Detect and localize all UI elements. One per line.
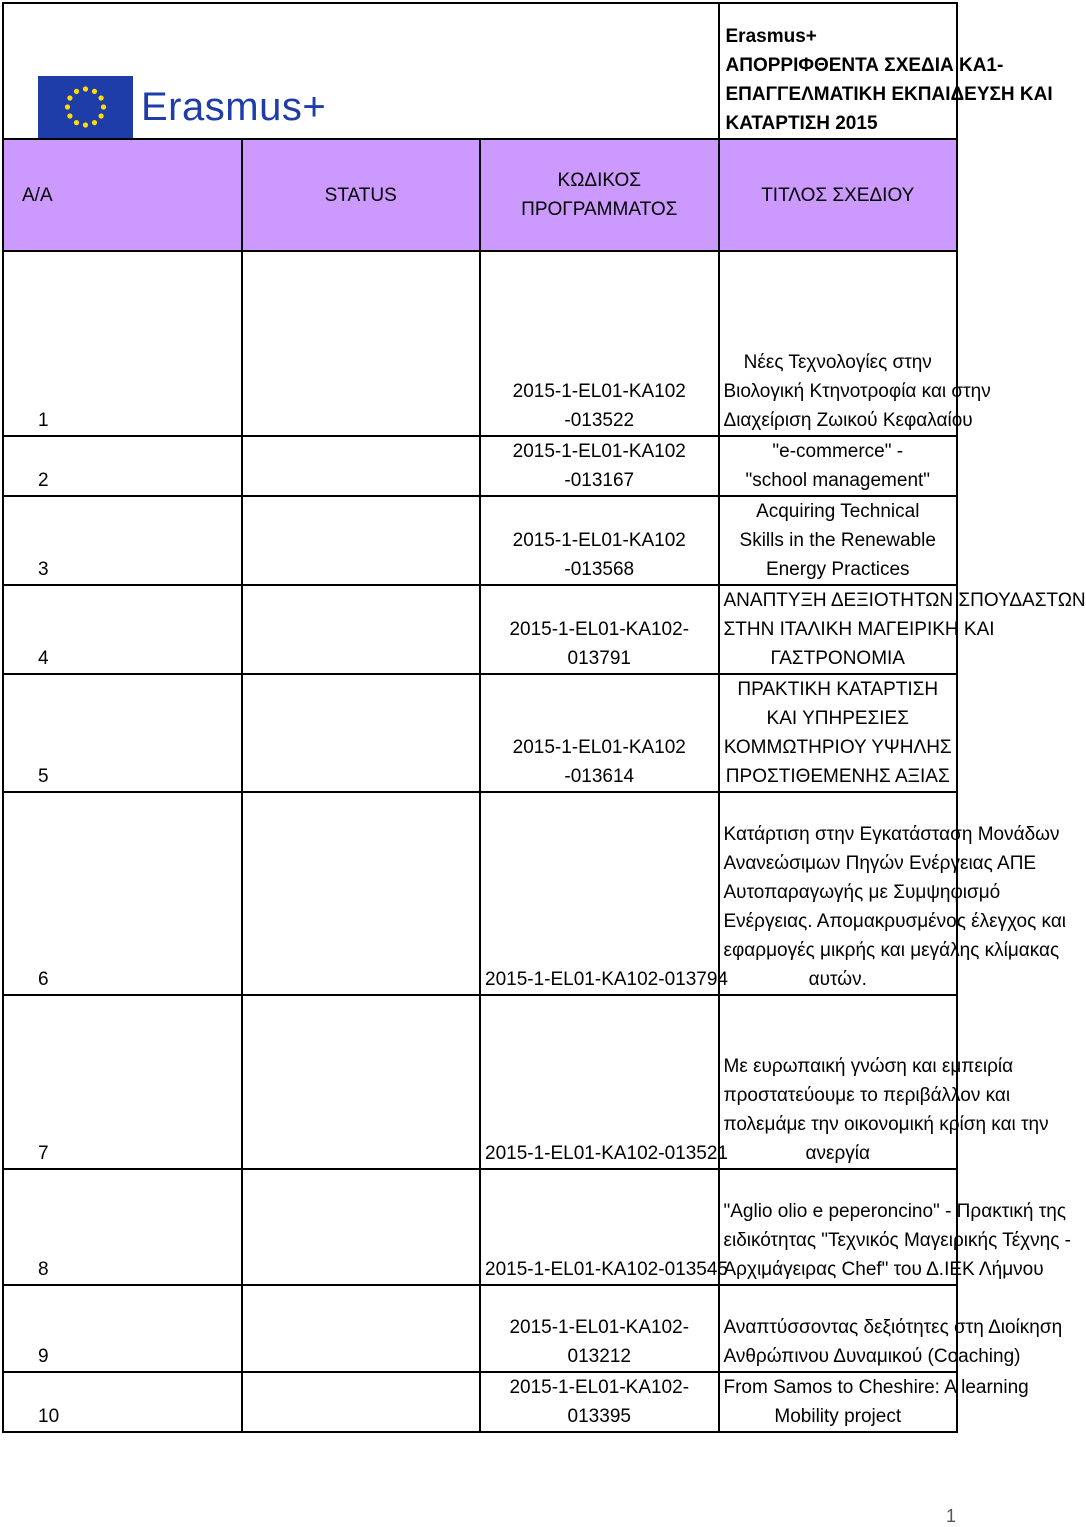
row-status bbox=[242, 674, 481, 792]
heading-line: Erasmus+ bbox=[725, 26, 817, 47]
row-number: 9 bbox=[3, 1285, 242, 1372]
row-title bbox=[719, 496, 958, 585]
page-number: 1 bbox=[945, 1506, 956, 1526]
row-code bbox=[480, 436, 719, 496]
erasmus-logo bbox=[38, 76, 714, 138]
table-row bbox=[3, 496, 957, 585]
title-line: πολεμάμε την οικονομική κρίση και την bbox=[723, 1114, 1049, 1135]
row-code bbox=[480, 1285, 719, 1372]
row-number: 8 bbox=[3, 1169, 242, 1285]
code-line: 013791 bbox=[567, 648, 631, 669]
row-number: 2 bbox=[3, 436, 242, 496]
heading-line: ΑΠΟΡΡΙΦΘΕΝΤΑ ΣΧΕΔΙΑ ΚΑ1- bbox=[725, 55, 1004, 76]
column-header-row bbox=[3, 139, 957, 251]
title-line: Με ευρωπαική γνώση και εμπειρία bbox=[723, 1056, 1014, 1077]
code-line: 2015-1-EL01-KA102- bbox=[509, 619, 690, 640]
title-line: Ενέργειας. Απομακρυσμένος έλεγχος και bbox=[723, 911, 1067, 932]
title-line: ΠΡΟΣΤΙΘΕΜΕΝΗΣ ΑΞΙΑΣ bbox=[725, 766, 950, 787]
row-code bbox=[480, 585, 719, 674]
table-row bbox=[3, 585, 957, 674]
title-line: ΚΑΙ ΥΠΗΡΕΣΙΕΣ bbox=[766, 708, 909, 729]
row-number: 3 bbox=[3, 496, 242, 585]
header-row bbox=[3, 3, 957, 139]
column-header-status: STATUS bbox=[242, 139, 481, 251]
row-code bbox=[480, 792, 728, 995]
title-line: Ανανεώσιμων Πηγών Ενέργειας ΑΠΕ bbox=[723, 853, 1037, 874]
code-line: 2015-1-EL01-KA102 bbox=[512, 441, 686, 462]
title-line: ΣΤΗΝ ΙΤΑΛΙΚΗ ΜΑΓΕΙΡΙΚΗ ΚΑΙ bbox=[723, 619, 995, 640]
row-status bbox=[242, 585, 481, 674]
title-line: From Samos to Cheshire: A learning bbox=[723, 1377, 1029, 1398]
row-status bbox=[242, 792, 481, 995]
title-line: Αναπτύσσοντας δεξιότητες στη Διοίκηση bbox=[723, 1317, 1063, 1338]
row-title bbox=[719, 1285, 1063, 1372]
title-line: Skills in the Renewable bbox=[739, 530, 936, 551]
code-line: -013568 bbox=[564, 559, 635, 580]
row-status bbox=[242, 1372, 481, 1432]
eu-flag-icon bbox=[38, 76, 133, 138]
title-line: Αρχιμάγειρας Chef" του Δ.ΙΕΚ Λήμνου bbox=[723, 1259, 1044, 1280]
row-title bbox=[719, 792, 1067, 995]
row-code bbox=[480, 1372, 719, 1432]
column-header-title: ΤΙΤΛΟΣ ΣΧΕΔΙΟΥ bbox=[719, 139, 958, 251]
row-status bbox=[242, 1285, 481, 1372]
title-line: ΑΝΑΠΤΥΞΗ ΔΕΞΙΟΤΗΤΩΝ ΣΠΟΥΔΑΣΤΩΝ bbox=[723, 590, 1086, 611]
code-line: 2015-1-EL01-KA102-013545 bbox=[485, 1259, 728, 1280]
title-line: ειδικότητας "Τεχνικός Μαγειρικής Τέχνης - bbox=[723, 1230, 1071, 1251]
row-number: 4 bbox=[3, 585, 242, 674]
row-status bbox=[242, 995, 481, 1169]
row-number: 5 bbox=[3, 674, 242, 792]
row-code bbox=[480, 995, 728, 1169]
title-line: Energy Practices bbox=[765, 559, 910, 580]
row-status bbox=[242, 436, 481, 496]
title-line: Κατάρτιση στην Εγκατάσταση Μονάδων bbox=[723, 824, 1060, 845]
code-line: -013614 bbox=[564, 766, 635, 787]
title-line: ανεργία bbox=[805, 1143, 870, 1164]
document-heading bbox=[719, 3, 1053, 139]
row-code bbox=[480, 496, 719, 585]
title-line: Διαχείριση Ζωικού Κεφαλαίου bbox=[723, 410, 973, 431]
table-row bbox=[3, 995, 957, 1169]
code-line: -013167 bbox=[564, 470, 635, 491]
row-number: 10 bbox=[3, 1372, 242, 1432]
code-line: 2015-1-EL01-KA102-013521 bbox=[485, 1143, 728, 1164]
erasmus-wordmark: Erasmus+ bbox=[141, 84, 327, 129]
projects-table bbox=[2, 2, 1086, 1433]
table-row bbox=[3, 792, 957, 995]
row-title bbox=[719, 436, 958, 496]
code-line: 2015-1-EL01-KA102- bbox=[509, 1317, 690, 1338]
row-number: 1 bbox=[3, 251, 242, 436]
row-title bbox=[719, 995, 1049, 1169]
row-number: 6 bbox=[3, 792, 242, 995]
title-line: αυτών. bbox=[808, 969, 867, 990]
heading-line: ΕΠΑΓΓΕΛΜΑΤΙΚΗ ΕΚΠΑΙΔΕΥΣΗ ΚΑΙ bbox=[725, 84, 1053, 105]
logo-cell bbox=[3, 3, 719, 139]
row-status bbox=[242, 496, 481, 585]
row-code bbox=[480, 674, 719, 792]
code-line: 013395 bbox=[567, 1406, 631, 1427]
code-line: 2015-1-EL01-KA102 bbox=[512, 530, 686, 551]
title-line: "Aglio olio e peperoncino" - Πρακτική της bbox=[723, 1201, 1067, 1222]
row-title bbox=[719, 585, 1086, 674]
column-header-aa: Α/Α bbox=[3, 139, 242, 251]
title-line: Αυτοπαραγωγής με Συμψηφισμό bbox=[723, 882, 1001, 903]
code-line: 2015-1-EL01-KA102-013794 bbox=[485, 969, 728, 990]
row-title bbox=[719, 251, 991, 436]
row-status bbox=[242, 251, 481, 436]
code-line: -013522 bbox=[564, 410, 635, 431]
code-line: 013212 bbox=[567, 1346, 631, 1367]
title-line: προστατεύουμε το περιβάλλον και bbox=[723, 1085, 1011, 1106]
title-line: εφαρμογές μικρής και μεγάλης κλίμακας bbox=[723, 940, 1060, 961]
row-code bbox=[480, 1169, 728, 1285]
table-row bbox=[3, 251, 957, 436]
table-row bbox=[3, 1285, 957, 1372]
code-line: 2015-1-EL01-KA102 bbox=[512, 737, 686, 758]
title-line: "school management" bbox=[745, 470, 931, 491]
title-line: Ανθρώπινου Δυναμικού (Coaching) bbox=[723, 1346, 1021, 1367]
heading-line: ΚΑΤΑΡΤΙΣΗ 2015 bbox=[725, 113, 878, 134]
table-row bbox=[3, 1169, 957, 1285]
row-title bbox=[719, 1372, 1029, 1432]
row-number: 7 bbox=[3, 995, 242, 1169]
row-title bbox=[719, 1169, 1071, 1285]
title-line: ΚΟΜΜΩΤΗΡΙΟΥ ΥΨΗΛΗΣ bbox=[723, 737, 952, 758]
title-line: Βιολογική Κτηνοτροφία και στην bbox=[723, 381, 991, 402]
row-status bbox=[242, 1169, 481, 1285]
title-line: "e-commerce" - bbox=[772, 441, 904, 462]
table-row bbox=[3, 436, 957, 496]
row-title bbox=[719, 674, 958, 792]
title-line: Νέες Τεχνολογίες στην bbox=[743, 352, 932, 373]
title-line: Mobility project bbox=[774, 1406, 902, 1427]
code-line: 2015-1-EL01-KA102- bbox=[509, 1377, 690, 1398]
table-row bbox=[3, 1372, 957, 1432]
title-line: ΠΡΑΚΤΙΚΗ ΚΑΤΑΡΤΙΣΗ bbox=[737, 679, 939, 700]
row-code bbox=[480, 251, 719, 436]
title-line: ΓΑΣΤΡΟΝΟΜΙΑ bbox=[770, 648, 905, 669]
title-line: Acquiring Technical bbox=[756, 501, 920, 522]
code-line: 2015-1-EL01-KA102 bbox=[512, 381, 686, 402]
table-row bbox=[3, 674, 957, 792]
column-header-code: ΚΩΔΙΚΟΣ ΠΡΟΓΡΑΜΜΑΤΟΣ bbox=[480, 139, 719, 251]
